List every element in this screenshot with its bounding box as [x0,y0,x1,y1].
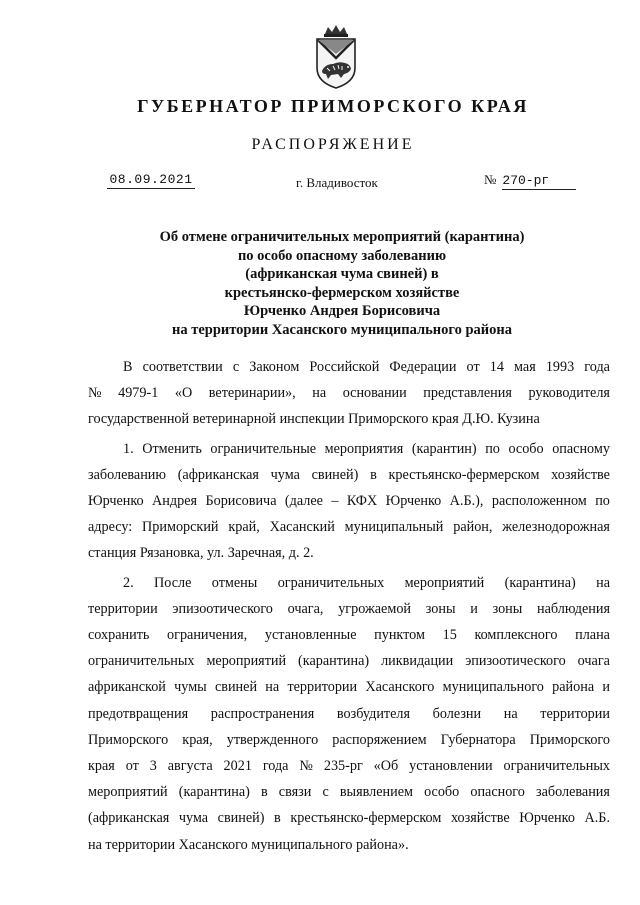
word: болезни [432,705,482,722]
document-type: РАСПОРЯЖЕНИЕ [251,136,415,153]
word: А.Б.), [449,493,484,510]
word: мероприятий [404,574,485,591]
word: по [485,440,500,457]
text-line: станция Рязановка, ул. Заречная, д. 2. [88,545,314,562]
word: отмены [211,574,258,591]
word: крестьянско-фермерском [290,810,442,827]
word: от [466,359,480,375]
word: ограничительные [210,440,317,457]
word: ограничительных [503,758,610,775]
word: (карантин) [411,440,477,457]
word: угрожаемой [338,600,412,617]
word: очага [577,653,610,670]
word: года [584,359,610,375]
word: связи [278,784,312,801]
word: территории [88,600,158,617]
text-line [88,354,610,380]
word: Губернатора [440,731,516,748]
word: мероприятий [206,653,287,670]
word: заболевания [535,784,610,801]
title-line: по особо опасному заболеванию [237,247,447,264]
word: эпизоотического [465,653,566,670]
word: края [88,758,115,775]
text-line [88,727,610,753]
word: хозяйстве [551,466,610,483]
title-line: Юрченко Андрея Борисовича [243,303,441,320]
word: (далее [284,493,323,510]
word: свиней) [311,466,359,483]
word: Хасанского [365,679,435,696]
word: пунктом [374,627,425,644]
text-line [88,514,610,540]
word: Андрея [152,493,198,510]
word: адресу: [88,519,133,536]
text-line [88,648,610,674]
title-line: Об отмене ограничительных мероприятий (карантина) [159,229,525,245]
authority-heading: ГУБЕРНАТОР ПРИМОРСКОГО КРАЯ [137,96,529,116]
word: комплексного [474,627,558,644]
word: ограничительных [88,653,195,670]
word: на [503,705,518,722]
word: территории [540,705,610,722]
word: железнодорожная [502,519,610,536]
word: с [232,359,240,375]
word: (африканская [88,810,170,827]
word: КФХ [346,493,378,510]
word: муниципального [442,679,544,696]
word: мероприятия [324,440,404,457]
word: 2021 [223,758,252,775]
word: края, [182,731,213,748]
word: Приморского [88,731,169,748]
word: 14 [489,359,504,375]
word: и [470,600,478,617]
word: – [331,493,339,510]
word: чума [270,466,300,483]
word: наблюдения [537,600,610,617]
document-number: 270-рг [502,173,576,190]
text-line [88,753,610,779]
word: опасному [552,440,610,457]
word: района [552,679,595,696]
word: «Об [373,758,399,775]
word: А.Б. [584,810,610,827]
word: муниципальный [344,519,444,536]
word: Юрченко [88,493,144,510]
word: Отменить [142,440,202,457]
word: 1. [123,440,134,457]
word: № [88,385,102,402]
word: район, [453,519,493,536]
word: Юрченко [519,810,575,827]
word: представления [423,385,512,402]
text-line [88,805,610,831]
word: года [262,758,289,775]
word: с [322,784,329,801]
word: предотвращения [88,705,189,722]
word: Законом [249,359,300,375]
word: Российской [309,359,380,375]
word: территории [287,679,358,696]
word: соответствии [142,359,223,375]
word: В [123,359,133,375]
word: 15 [442,627,457,644]
word: Хасанский [269,519,335,536]
word: мероприятий [88,784,168,801]
word: на [596,574,610,591]
word: 4979-1 [118,385,159,402]
word: эпизоотического [172,600,273,617]
document-body [88,354,610,858]
text-line [88,674,610,700]
word: распоряжением [332,731,427,748]
document-date: 08.09.2021 [107,172,195,189]
text-line [88,380,610,406]
word: 3 [149,758,157,775]
word: 2. [123,574,134,591]
word: в [274,810,281,827]
word: очага, [287,600,324,617]
text-line: на территории Хасанского муниципального района». [88,836,409,853]
document-number-row [484,172,576,190]
word: ликвидации [381,653,454,670]
text-line [88,701,610,727]
text-line [88,570,610,596]
word: чумы [174,679,207,696]
word: мая [514,359,536,375]
word: (карантина) [178,784,250,801]
word: 235-рг [323,758,363,775]
word: на [312,385,327,402]
word: основании [342,385,407,402]
text-line [88,622,610,648]
word: африканской [88,679,166,696]
word: распространения [210,705,315,722]
word: (карантина) [298,653,370,670]
word: После [154,574,192,591]
word: в [370,466,377,483]
word: плана [575,627,610,644]
word: выявлением [339,784,413,801]
word: (африканская [177,466,259,483]
text-line [88,596,610,622]
word: от [125,758,139,775]
paragraph [88,354,610,433]
word: Юрченко [385,493,442,510]
word: ограничения, [167,627,248,644]
word: установленные [264,627,357,644]
title-line: (африканская чума свиней) в [245,266,439,283]
word: край, [228,519,260,536]
word: 1993 [545,359,575,375]
word: зоны [492,600,523,617]
word: Приморского [529,731,610,748]
word: и [602,679,610,696]
document-city: г. Владивосток [296,175,378,190]
word: зоны [425,600,456,617]
word: утвержденного [226,731,319,748]
text-line [88,779,610,805]
word: Федерации [389,359,457,375]
text-line: государственной ветеринарной инспекции Приморского края Д.Ю. Кузина [88,411,540,428]
word: ограничительных [277,574,385,591]
word: особо [424,784,460,801]
word: особо [508,440,544,457]
word: по [595,493,610,510]
text-line [88,436,610,462]
title-line: на территории Хасанского муниципального района [171,321,513,338]
word: установлении [409,758,493,775]
word: Приморский [142,519,219,536]
title-line: крестьянско-фермерском хозяйстве [224,284,460,301]
word: чума [178,810,209,827]
word: хозяйстве [450,810,510,827]
paragraph [88,436,610,567]
word: руководителя [528,385,610,402]
word: свиней) [217,810,265,827]
word: сохранить [88,627,150,644]
word: (карантина) [504,574,576,591]
text-line [88,488,610,514]
word: заболеванию [88,466,166,483]
word: «О [174,385,193,402]
word: на [265,679,280,696]
word: № [299,758,313,775]
word: в [260,784,268,801]
word: крестьянско-фермерском [388,466,540,483]
word: возбудителя [336,705,411,722]
word: расположенном [491,493,587,510]
number-sign: № [484,172,497,187]
document-title [100,228,584,340]
paragraph [88,570,610,858]
word: свиней [214,679,258,696]
word: Борисовича [205,493,277,510]
coat-of-arms-emblem [311,24,361,90]
text-line [88,462,610,488]
word: ветеринарии», [208,385,296,402]
word: августа [167,758,213,775]
word: опасного [470,784,525,801]
